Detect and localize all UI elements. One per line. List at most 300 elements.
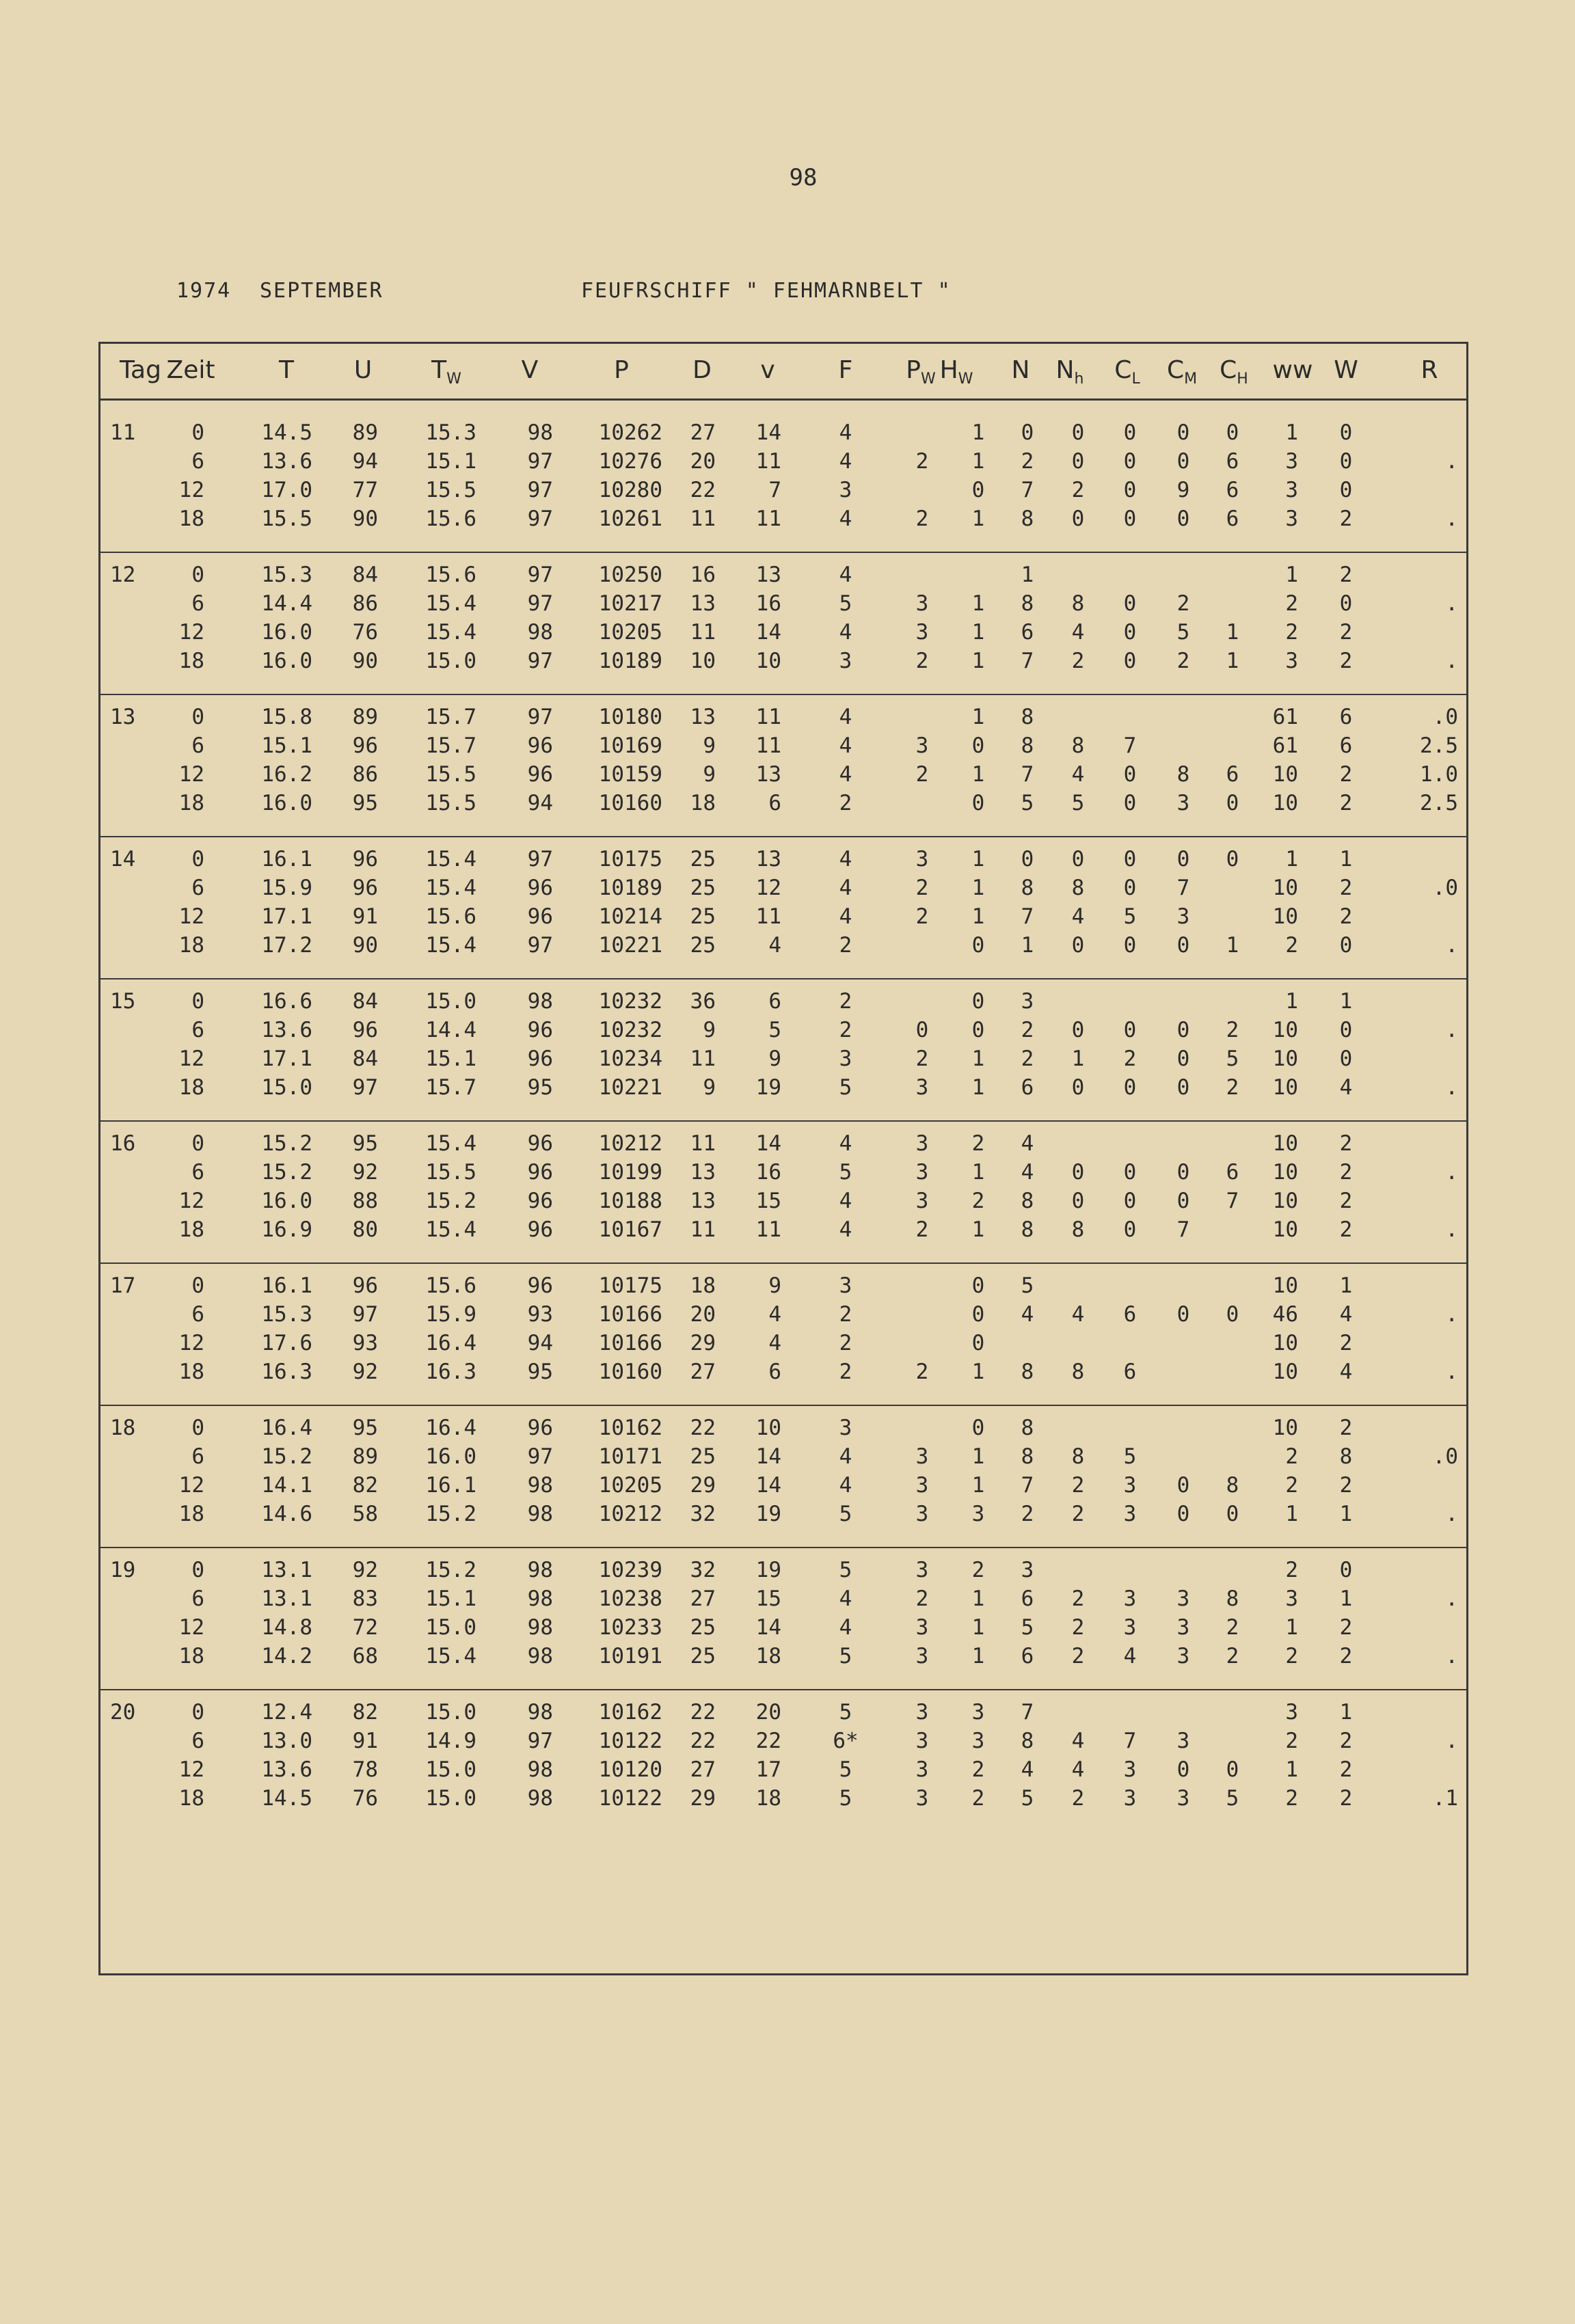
cell-v-speed: 4	[768, 933, 781, 958]
group-separator	[100, 694, 1466, 695]
cell-p: 10232	[598, 989, 662, 1014]
cell-zeit: 0	[191, 420, 204, 445]
cell-w: 0	[1339, 449, 1353, 474]
day-tag: 17	[110, 1273, 136, 1298]
cell-nh: 8	[1071, 1444, 1085, 1469]
cell-n: 2	[1021, 449, 1034, 474]
cell-hw: 0	[971, 1416, 985, 1440]
cell-ch: 2	[1226, 1018, 1239, 1042]
cell-ww: 10	[1272, 876, 1298, 900]
cell-u: 89	[352, 705, 378, 729]
cell-cm: 0	[1176, 1018, 1190, 1042]
cell-cl: 6	[1123, 1302, 1137, 1327]
cell-v: 98	[527, 1700, 553, 1725]
cell-ch: 6	[1226, 762, 1239, 787]
cell-zeit: 18	[178, 1360, 204, 1384]
cell-t: 16.1	[261, 1273, 312, 1298]
cell-nh: 0	[1071, 1189, 1085, 1213]
cell-t: 16.0	[261, 791, 312, 815]
cell-hw: 0	[971, 933, 985, 958]
cell-r: .	[1445, 649, 1458, 673]
cell-ww: 3	[1285, 649, 1298, 673]
cell-u: 88	[352, 1189, 378, 1213]
cell-f: 5	[839, 1160, 852, 1185]
column-header-ww: ww	[1272, 356, 1313, 384]
cell-d: 36	[690, 989, 716, 1014]
cell-tw: 15.3	[425, 420, 476, 445]
cell-zeit: 12	[178, 1046, 204, 1071]
cell-p: 10160	[598, 791, 662, 815]
cell-d: 11	[690, 1046, 716, 1071]
cell-zeit: 18	[178, 933, 204, 958]
cell-p: 10175	[598, 1273, 662, 1298]
cell-w: 1	[1339, 1502, 1353, 1526]
cell-n: 5	[1021, 1786, 1034, 1811]
cell-ch: 6	[1226, 506, 1239, 531]
cell-cl: 0	[1123, 478, 1137, 502]
column-header-t: T	[279, 356, 294, 384]
cell-w: 2	[1339, 1160, 1353, 1185]
cell-u: 84	[352, 1046, 378, 1071]
cell-v: 96	[527, 1273, 553, 1298]
cell-w: 1	[1339, 1700, 1353, 1725]
cell-u: 84	[352, 989, 378, 1014]
cell-cl: 0	[1123, 762, 1137, 787]
cell-ch: 2	[1226, 1615, 1239, 1640]
cell-zeit: 12	[178, 1757, 204, 1782]
cell-w: 6	[1339, 705, 1353, 729]
cell-t: 15.9	[261, 876, 312, 900]
cell-cm: 0	[1176, 1075, 1190, 1100]
cell-n: 8	[1021, 705, 1034, 729]
cell-cl: 5	[1123, 904, 1137, 929]
cell-p: 10122	[598, 1786, 662, 1811]
cell-zeit: 6	[191, 1160, 204, 1185]
cell-t: 17.1	[261, 1046, 312, 1071]
cell-f: 2	[839, 1360, 852, 1384]
cell-zeit: 18	[178, 1502, 204, 1526]
cell-zeit: 18	[178, 791, 204, 815]
cell-v: 94	[527, 791, 553, 815]
cell-ww: 10	[1272, 904, 1298, 929]
cell-zeit: 6	[191, 591, 204, 616]
cell-pw: 3	[915, 1160, 929, 1185]
cell-ww: 3	[1285, 478, 1298, 502]
cell-nh: 8	[1071, 733, 1085, 758]
day-tag: 18	[110, 1416, 136, 1440]
cell-n: 7	[1021, 1700, 1034, 1725]
cell-p: 10214	[598, 904, 662, 929]
cell-r: .	[1445, 449, 1458, 474]
cell-ww: 61	[1272, 733, 1298, 758]
cell-hw: 1	[971, 1444, 985, 1469]
cell-t: 14.5	[261, 420, 312, 445]
column-header-cm: $C_M$	[1166, 356, 1198, 388]
cell-p: 10250	[598, 563, 662, 587]
cell-u: 95	[352, 791, 378, 815]
cell-hw: 1	[971, 705, 985, 729]
cell-nh: 2	[1071, 1586, 1085, 1611]
column-header-u: U	[353, 356, 373, 384]
cell-cm: 0	[1176, 1160, 1190, 1185]
cell-t: 13.1	[261, 1586, 312, 1611]
day-tag: 12	[110, 563, 136, 587]
cell-u: 92	[352, 1360, 378, 1384]
cell-d: 29	[690, 1331, 716, 1355]
cell-ww: 10	[1272, 1075, 1298, 1100]
cell-r: 2.5	[1420, 791, 1458, 815]
cell-d: 11	[690, 1131, 716, 1156]
cell-pw: 0	[915, 1018, 929, 1042]
cell-ch: 0	[1226, 420, 1239, 445]
cell-t: 12.4	[261, 1700, 312, 1725]
cell-zeit: 0	[191, 1700, 204, 1725]
cell-tw: 15.7	[425, 733, 476, 758]
cell-d: 13	[690, 591, 716, 616]
cell-p: 10199	[598, 1160, 662, 1185]
group-separator	[100, 1689, 1466, 1690]
cell-cl: 0	[1123, 847, 1137, 871]
cell-ww: 10	[1272, 1331, 1298, 1355]
cell-zeit: 18	[178, 1075, 204, 1100]
cell-tw: 15.4	[425, 933, 476, 958]
cell-v-speed: 5	[768, 1018, 781, 1042]
cell-r: .	[1445, 1644, 1458, 1668]
group-separator	[100, 1120, 1466, 1122]
cell-v-speed: 11	[755, 733, 781, 758]
cell-u: 96	[352, 733, 378, 758]
day-tag: 20	[110, 1700, 136, 1725]
cell-w: 2	[1339, 649, 1353, 673]
cell-d: 11	[690, 1217, 716, 1242]
cell-u: 82	[352, 1700, 378, 1725]
cell-ww: 3	[1285, 506, 1298, 531]
cell-v: 95	[527, 1360, 553, 1384]
cell-t: 15.2	[261, 1160, 312, 1185]
cell-v: 93	[527, 1302, 553, 1327]
cell-cm: 7	[1176, 876, 1190, 900]
cell-u: 84	[352, 563, 378, 587]
day-tag: 11	[110, 420, 136, 445]
cell-v-speed: 6	[768, 989, 781, 1014]
cell-w: 0	[1339, 420, 1353, 445]
cell-f: 4	[839, 420, 852, 445]
column-header-w: W	[1334, 356, 1358, 384]
cell-hw: 0	[971, 791, 985, 815]
cell-ww: 2	[1285, 1444, 1298, 1469]
cell-v-speed: 11	[755, 904, 781, 929]
cell-zeit: 0	[191, 847, 204, 871]
cell-v-speed: 6	[768, 791, 781, 815]
cell-w: 4	[1339, 1302, 1353, 1327]
cell-tw: 15.9	[425, 1302, 476, 1327]
cell-tw: 15.6	[425, 563, 476, 587]
cell-u: 90	[352, 506, 378, 531]
cell-w: 2	[1339, 876, 1353, 900]
cell-tw: 15.0	[425, 1757, 476, 1782]
cell-ch: 7	[1226, 1189, 1239, 1213]
cell-nh: 4	[1071, 904, 1085, 929]
cell-f: 4	[839, 1217, 852, 1242]
cell-p: 10212	[598, 1131, 662, 1156]
cell-tw: 15.0	[425, 989, 476, 1014]
cell-f: 4	[839, 705, 852, 729]
cell-v-speed: 12	[755, 876, 781, 900]
cell-p: 10169	[598, 733, 662, 758]
cell-d: 20	[690, 1302, 716, 1327]
cell-f: 2	[839, 1302, 852, 1327]
cell-pw: 3	[915, 1131, 929, 1156]
cell-cl: 0	[1123, 791, 1137, 815]
cell-cl: 0	[1123, 1075, 1137, 1100]
cell-p: 10162	[598, 1416, 662, 1440]
cell-pw: 3	[915, 1644, 929, 1668]
cell-f: 3	[839, 649, 852, 673]
cell-ch: 5	[1226, 1786, 1239, 1811]
cell-hw: 1	[971, 1217, 985, 1242]
cell-v: 97	[527, 563, 553, 587]
cell-u: 96	[352, 876, 378, 900]
cell-v: 98	[527, 1615, 553, 1640]
cell-zeit: 0	[191, 1416, 204, 1440]
cell-tw: 15.4	[425, 1644, 476, 1668]
cell-p: 10234	[598, 1046, 662, 1071]
cell-ww: 1	[1285, 1615, 1298, 1640]
cell-tw: 15.5	[425, 478, 476, 502]
cell-hw: 0	[971, 1273, 985, 1298]
cell-cm: 3	[1176, 904, 1190, 929]
cell-ww: 10	[1272, 1160, 1298, 1185]
cell-u: 94	[352, 449, 378, 474]
cell-nh: 8	[1071, 1360, 1085, 1384]
cell-tw: 16.0	[425, 1444, 476, 1469]
cell-n: 2	[1021, 1018, 1034, 1042]
cell-d: 25	[690, 1444, 716, 1469]
cell-v: 97	[527, 1444, 553, 1469]
cell-n: 7	[1021, 904, 1034, 929]
cell-nh: 0	[1071, 449, 1085, 474]
column-header-cl: $C_L$	[1114, 356, 1140, 388]
cell-zeit: 12	[178, 620, 204, 645]
cell-ww: 10	[1272, 1131, 1298, 1156]
cell-v-speed: 17	[755, 1757, 781, 1782]
cell-tw: 15.6	[425, 904, 476, 929]
cell-d: 32	[690, 1558, 716, 1582]
cell-zeit: 6	[191, 1444, 204, 1469]
cell-u: 93	[352, 1331, 378, 1355]
cell-zeit: 18	[178, 1786, 204, 1811]
cell-tw: 15.7	[425, 705, 476, 729]
cell-nh: 0	[1071, 847, 1085, 871]
cell-tw: 15.0	[425, 1786, 476, 1811]
cell-p: 10175	[598, 847, 662, 871]
cell-pw: 3	[915, 1189, 929, 1213]
cell-w: 2	[1339, 1757, 1353, 1782]
cell-v: 96	[527, 733, 553, 758]
cell-tw: 15.6	[425, 506, 476, 531]
cell-v-speed: 13	[755, 847, 781, 871]
cell-u: 86	[352, 591, 378, 616]
cell-f: 5	[839, 1700, 852, 1725]
group-separator	[100, 1547, 1466, 1548]
cell-zeit: 6	[191, 1018, 204, 1042]
cell-p: 10191	[598, 1644, 662, 1668]
cell-cl: 7	[1123, 1729, 1137, 1753]
cell-t: 17.0	[261, 478, 312, 502]
cell-pw: 3	[915, 1786, 929, 1811]
cell-hw: 2	[971, 1757, 985, 1782]
cell-t: 13.6	[261, 449, 312, 474]
cell-tw: 15.2	[425, 1189, 476, 1213]
cell-hw: 1	[971, 506, 985, 531]
cell-zeit: 18	[178, 1644, 204, 1668]
cell-nh: 0	[1071, 1075, 1085, 1100]
cell-nh: 2	[1071, 1473, 1085, 1498]
cell-ww: 3	[1285, 1586, 1298, 1611]
cell-d: 32	[690, 1502, 716, 1526]
cell-v-speed: 16	[755, 591, 781, 616]
cell-hw: 1	[971, 904, 985, 929]
cell-t: 16.0	[261, 649, 312, 673]
cell-v-speed: 4	[768, 1302, 781, 1327]
cell-v: 97	[527, 478, 553, 502]
cell-nh: 2	[1071, 649, 1085, 673]
cell-w: 0	[1339, 1558, 1353, 1582]
column-header-v: V	[521, 356, 539, 384]
cell-v-speed: 22	[755, 1729, 781, 1753]
cell-u: 89	[352, 420, 378, 445]
cell-hw: 0	[971, 1302, 985, 1327]
cell-d: 20	[690, 449, 716, 474]
cell-zeit: 12	[178, 1473, 204, 1498]
cell-n: 4	[1021, 1160, 1034, 1185]
cell-hw: 1	[971, 762, 985, 787]
cell-r: .0	[1432, 705, 1458, 729]
cell-f: 6*	[833, 1729, 859, 1753]
cell-t: 14.2	[261, 1644, 312, 1668]
cell-ch: 5	[1226, 1046, 1239, 1071]
cell-cm: 3	[1176, 1615, 1190, 1640]
cell-r: .	[1445, 933, 1458, 958]
cell-r: .	[1445, 1018, 1458, 1042]
cell-v: 98	[527, 1473, 553, 1498]
cell-zeit: 6	[191, 1302, 204, 1327]
cell-cl: 4	[1123, 1644, 1137, 1668]
cell-p: 10280	[598, 478, 662, 502]
cell-ch: 2	[1226, 1075, 1239, 1100]
cell-ww: 10	[1272, 1018, 1298, 1042]
group-separator	[100, 1405, 1466, 1406]
cell-tw: 15.4	[425, 591, 476, 616]
cell-w: 2	[1339, 791, 1353, 815]
cell-ww: 10	[1272, 1046, 1298, 1071]
cell-t: 13.6	[261, 1018, 312, 1042]
cell-cm: 0	[1176, 1473, 1190, 1498]
cell-ww: 1	[1285, 1757, 1298, 1782]
cell-v-speed: 14	[755, 1444, 781, 1469]
group-separator	[100, 978, 1466, 979]
cell-ch: 6	[1226, 478, 1239, 502]
day-tag: 16	[110, 1131, 136, 1156]
cell-v-speed: 11	[755, 1217, 781, 1242]
cell-ch: 0	[1226, 1757, 1239, 1782]
cell-t: 14.4	[261, 591, 312, 616]
cell-w: 2	[1339, 1217, 1353, 1242]
cell-n: 4	[1021, 1757, 1034, 1782]
cell-cl: 3	[1123, 1473, 1137, 1498]
cell-f: 4	[839, 762, 852, 787]
cell-n: 3	[1021, 989, 1034, 1014]
cell-cm: 7	[1176, 1217, 1190, 1242]
cell-u: 82	[352, 1473, 378, 1498]
cell-t: 14.8	[261, 1615, 312, 1640]
cell-t: 17.2	[261, 933, 312, 958]
cell-f: 4	[839, 1444, 852, 1469]
cell-u: 96	[352, 1018, 378, 1042]
cell-ww: 1	[1285, 420, 1298, 445]
cell-ch: 0	[1226, 791, 1239, 815]
cell-zeit: 12	[178, 1189, 204, 1213]
cell-w: 2	[1339, 904, 1353, 929]
cell-w: 2	[1339, 1189, 1353, 1213]
cell-f: 2	[839, 1331, 852, 1355]
cell-w: 0	[1339, 933, 1353, 958]
cell-f: 3	[839, 478, 852, 502]
column-header-n: N	[1011, 356, 1030, 384]
cell-v: 98	[527, 620, 553, 645]
cell-tw: 15.5	[425, 762, 476, 787]
cell-ww: 10	[1272, 762, 1298, 787]
cell-v-speed: 10	[755, 649, 781, 673]
cell-d: 22	[690, 1729, 716, 1753]
cell-cl: 3	[1123, 1786, 1137, 1811]
cell-t: 17.1	[261, 904, 312, 929]
cell-cm: 0	[1176, 933, 1190, 958]
cell-w: 1	[1339, 1586, 1353, 1611]
cell-cm: 2	[1176, 591, 1190, 616]
cell-zeit: 18	[178, 506, 204, 531]
cell-tw: 16.4	[425, 1416, 476, 1440]
cell-ch: 1	[1226, 933, 1239, 958]
cell-hw: 1	[971, 1615, 985, 1640]
cell-r: .	[1445, 1586, 1458, 1611]
cell-v-speed: 19	[755, 1075, 781, 1100]
cell-p: 10261	[598, 506, 662, 531]
column-header-hw: $H_W$	[939, 356, 973, 388]
cell-v: 97	[527, 449, 553, 474]
cell-v-speed: 14	[755, 420, 781, 445]
cell-ww: 46	[1272, 1302, 1298, 1327]
cell-d: 27	[690, 420, 716, 445]
cell-t: 16.1	[261, 847, 312, 871]
cell-f: 5	[839, 1502, 852, 1526]
cell-hw: 1	[971, 449, 985, 474]
cell-n: 8	[1021, 876, 1034, 900]
cell-n: 6	[1021, 620, 1034, 645]
cell-r: .	[1445, 1302, 1458, 1327]
cell-tw: 15.4	[425, 1131, 476, 1156]
column-header-p: P	[614, 356, 629, 384]
cell-u: 91	[352, 1729, 378, 1753]
cell-f: 3	[839, 1273, 852, 1298]
cell-ch: 0	[1226, 847, 1239, 871]
cell-nh: 0	[1071, 1018, 1085, 1042]
cell-hw: 0	[971, 1331, 985, 1355]
cell-p: 10276	[598, 449, 662, 474]
cell-d: 25	[690, 876, 716, 900]
cell-hw: 2	[971, 1558, 985, 1582]
cell-tw: 15.6	[425, 1273, 476, 1298]
